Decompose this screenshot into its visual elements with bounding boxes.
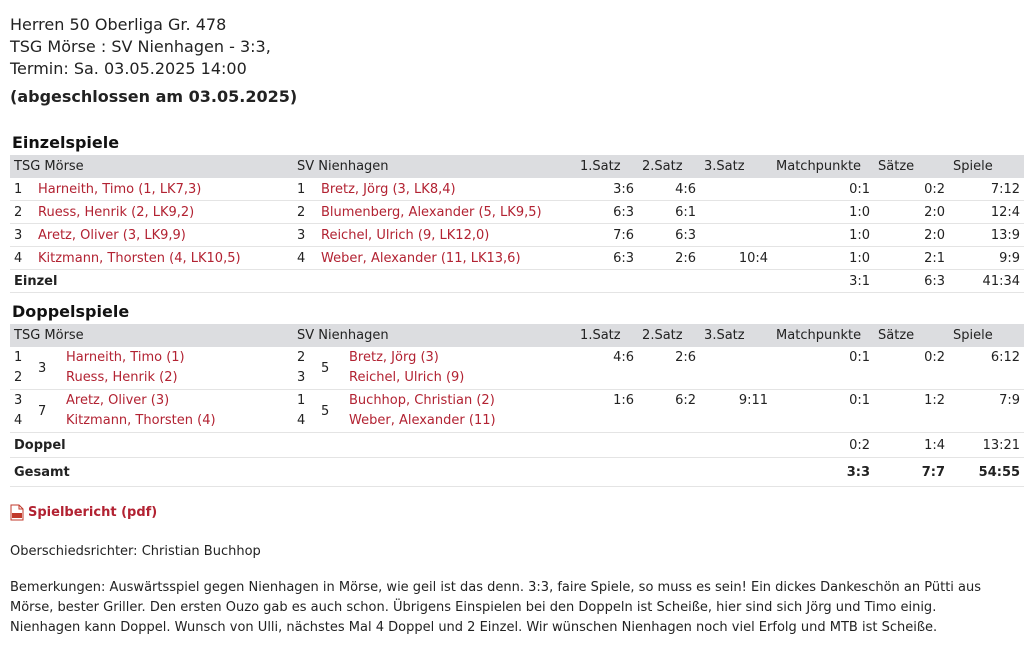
home-position: 2 [10, 201, 34, 224]
home-positions-2: 2 [14, 370, 23, 385]
away-positions-2: 4 [297, 413, 306, 428]
col-sets: Sätze [874, 324, 949, 347]
sets: 0:2 [874, 347, 949, 390]
away-player-link[interactable]: Reichel, Ulrich (9, LK12,0) [317, 224, 576, 247]
set1-score: 1:6 [576, 390, 638, 433]
singles-table [10, 155, 1024, 293]
singles-row [10, 247, 1024, 270]
doubles-row [10, 390, 1024, 433]
sets: 1:2 [874, 390, 949, 433]
total-row [10, 458, 1024, 487]
away-player-link-1[interactable]: Bretz, Jörg (3) [349, 350, 439, 365]
doubles-sum-label: Doppel [10, 433, 772, 458]
total-sets: 7:7 [874, 458, 949, 487]
away-player-link[interactable]: Weber, Alexander (11, LK13,6) [317, 247, 576, 270]
sets: 2:0 [874, 224, 949, 247]
match-header [10, 14, 297, 108]
matchpoints: 0:1 [772, 390, 874, 433]
matchpoints: 1:0 [772, 247, 874, 270]
home-position: 3 [10, 224, 34, 247]
away-player-link [345, 347, 576, 390]
singles-sum-games: 41:34 [949, 270, 1024, 293]
home-player-link-2[interactable]: Kitzmann, Thorsten (4) [66, 413, 216, 428]
total-label: Gesamt [10, 458, 772, 487]
set3-score [700, 201, 772, 224]
col-set3: 3.Satz [700, 324, 772, 347]
col-sets: Sätze [874, 155, 949, 178]
away-positions [293, 390, 317, 433]
away-positions-2: 3 [297, 370, 306, 385]
doubles-row [10, 347, 1024, 390]
total-games: 54:55 [949, 458, 1024, 487]
col-set1: 1.Satz [576, 324, 638, 347]
home-pair-number: 7 [34, 390, 62, 433]
home-player-link-1[interactable]: Harneith, Timo (1) [66, 350, 185, 365]
singles-row [10, 224, 1024, 247]
games: 9:9 [949, 247, 1024, 270]
away-position: 3 [293, 224, 317, 247]
away-position: 2 [293, 201, 317, 224]
home-player-link[interactable]: Harneith, Timo (1, LK7,3) [34, 178, 293, 201]
set2-score: 6:3 [638, 224, 700, 247]
pdf-icon [10, 504, 24, 521]
set1-score: 3:6 [576, 178, 638, 201]
col-set2: 2.Satz [638, 324, 700, 347]
away-positions-1: 1 [297, 393, 306, 408]
away-positions-1: 2 [297, 350, 306, 365]
doubles-sum-games: 13:21 [949, 433, 1024, 458]
col-away-team: SV Nienhagen [293, 155, 576, 178]
col-set2: 2.Satz [638, 155, 700, 178]
away-position: 1 [293, 178, 317, 201]
home-pair-number: 3 [34, 347, 62, 390]
matchpoints: 0:1 [772, 178, 874, 201]
home-positions-2: 4 [14, 413, 23, 428]
set2-score: 6:1 [638, 201, 700, 224]
singles-sum-row [10, 270, 1024, 293]
home-player-link-2[interactable]: Ruess, Henrik (2) [66, 370, 178, 385]
home-player-link[interactable]: Kitzmann, Thorsten (4, LK10,5) [34, 247, 293, 270]
referee-info: Oberschiedsrichter: Christian Buchhop [10, 544, 261, 559]
set2-score: 4:6 [638, 178, 700, 201]
games: 6:12 [949, 347, 1024, 390]
away-player-link[interactable]: Bretz, Jörg (3, LK8,4) [317, 178, 576, 201]
doubles-sum-row [10, 433, 1024, 458]
singles-sum-label: Einzel [10, 270, 772, 293]
col-matchpoints: Matchpunkte [772, 324, 874, 347]
col-away-team: SV Nienhagen [293, 324, 576, 347]
col-matchpoints: Matchpunkte [772, 155, 874, 178]
set3-score [700, 178, 772, 201]
home-positions [10, 347, 34, 390]
home-positions [10, 390, 34, 433]
set1-score: 6:3 [576, 247, 638, 270]
away-pair-number: 5 [317, 390, 345, 433]
set1-score: 7:6 [576, 224, 638, 247]
sets: 2:1 [874, 247, 949, 270]
match-date: Termin: Sa. 03.05.2025 14:00 [10, 59, 247, 78]
report-pdf-link[interactable] [10, 504, 157, 521]
match-title: TSG Mörse : SV Nienhagen - 3:3, [10, 37, 271, 56]
col-set3: 3.Satz [700, 155, 772, 178]
away-position: 4 [293, 247, 317, 270]
set3-score: 9:11 [700, 390, 772, 433]
set1-score: 6:3 [576, 201, 638, 224]
matchpoints: 1:0 [772, 201, 874, 224]
away-player-link-1[interactable]: Buchhop, Christian (2) [349, 393, 495, 408]
set1-score: 4:6 [576, 347, 638, 390]
away-player-link[interactable]: Blumenberg, Alexander (5, LK9,5) [317, 201, 576, 224]
home-positions-1: 3 [14, 393, 23, 408]
singles-title: Einzelspiele [12, 133, 120, 152]
matchpoints: 0:1 [772, 347, 874, 390]
set2-score: 2:6 [638, 247, 700, 270]
home-player-link[interactable]: Aretz, Oliver (3, LK9,9) [34, 224, 293, 247]
doubles-table [10, 324, 1024, 487]
games: 12:4 [949, 201, 1024, 224]
report-pdf-label: Spielbericht (pdf) [28, 505, 158, 520]
league-title: Herren 50 Oberliga Gr. 478 [10, 15, 227, 34]
singles-row [10, 201, 1024, 224]
games: 13:9 [949, 224, 1024, 247]
singles-sum-matchpoints: 3:1 [772, 270, 874, 293]
remarks-text: Bemerkungen: Auswärtsspiel gegen Nienhagen in Mörse, wie geil ist das denn. 3:3, faire Spiele, so muss es sein! Ein dickes Dankeschön an Pütti aus Mörse, bester Griller. Den ersten Ouzo gab es auch schon. Übrigens Einspielen bei den Doppeln ist Scheiße, hier sind sich Jörg und Timo einig. Nienhagen kann Doppel. Wunsch von Ulli, nächstes Mal 4 Doppel und 2 Einzel. Wir wünschen Nienhagen noch viel Erfolg und MTB ist Scheiße. [10, 580, 982, 635]
col-home-team: TSG Mörse [10, 324, 293, 347]
set3-score [700, 224, 772, 247]
col-set1: 1.Satz [576, 155, 638, 178]
games: 7:12 [949, 178, 1024, 201]
doubles-header-row [10, 324, 1024, 347]
match-status: (abgeschlossen am 03.05.2025) [10, 87, 298, 106]
doubles-sum-matchpoints: 0:2 [772, 433, 874, 458]
matchpoints: 1:0 [772, 224, 874, 247]
total-matchpoints: 3:3 [772, 458, 874, 487]
home-position: 4 [10, 247, 34, 270]
home-position: 1 [10, 178, 34, 201]
set2-score: 6:2 [638, 390, 700, 433]
sets: 0:2 [874, 178, 949, 201]
home-player-link[interactable]: Ruess, Henrik (2, LK9,2) [34, 201, 293, 224]
away-player-link-2[interactable]: Reichel, Ulrich (9) [349, 370, 465, 385]
home-player-link [62, 390, 293, 433]
games: 7:9 [949, 390, 1024, 433]
col-games: Spiele [949, 324, 1024, 347]
home-player-link-1[interactable]: Aretz, Oliver (3) [66, 393, 170, 408]
col-games: Spiele [949, 155, 1024, 178]
singles-sum-sets: 6:3 [874, 270, 949, 293]
doubles-title: Doppelspiele [12, 302, 130, 321]
set2-score: 2:6 [638, 347, 700, 390]
away-player-link-2[interactable]: Weber, Alexander (11) [349, 413, 496, 428]
singles-row [10, 178, 1024, 201]
home-player-link [62, 347, 293, 390]
doubles-sum-sets: 1:4 [874, 433, 949, 458]
col-home-team: TSG Mörse [10, 155, 293, 178]
away-player-link [345, 390, 576, 433]
set3-score: 10:4 [700, 247, 772, 270]
home-positions-1: 1 [14, 350, 23, 365]
set3-score [700, 347, 772, 390]
sets: 2:0 [874, 201, 949, 224]
away-positions [293, 347, 317, 390]
singles-header-row [10, 155, 1024, 178]
away-pair-number: 5 [317, 347, 345, 390]
